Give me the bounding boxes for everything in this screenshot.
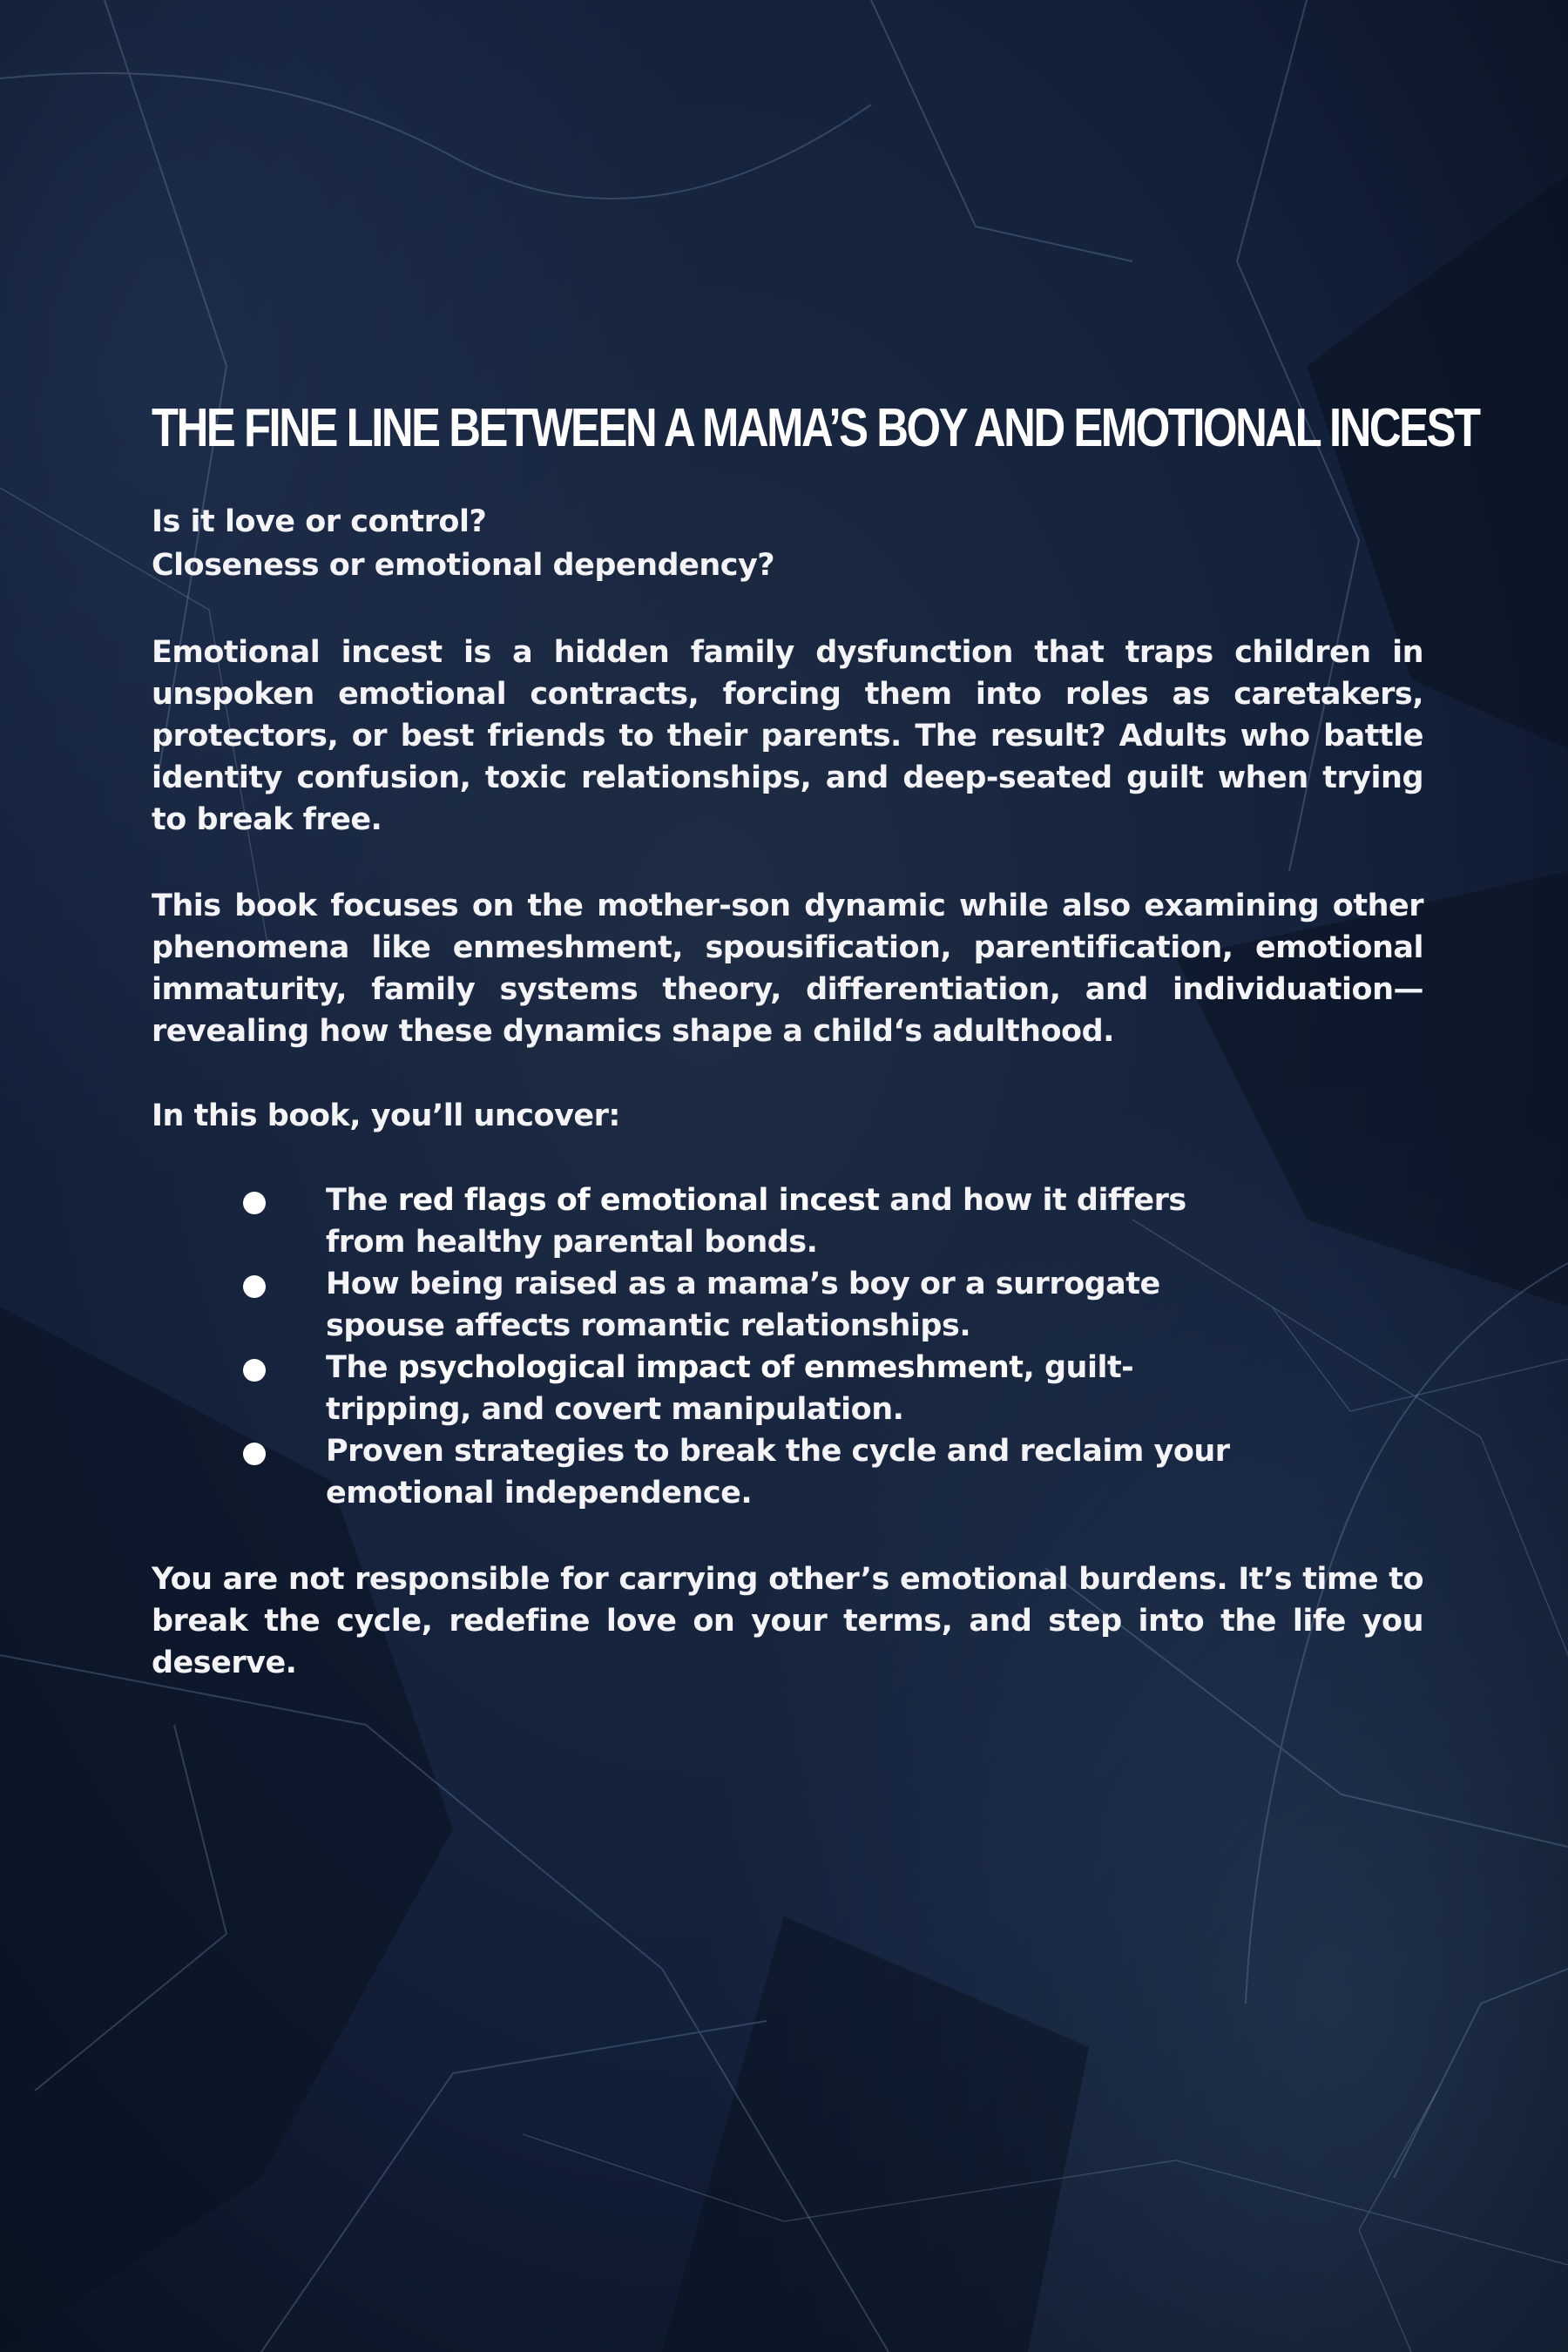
bullet-icon bbox=[243, 1275, 266, 1298]
list-heading: In this book, you’ll uncover: bbox=[152, 1098, 620, 1133]
list-item: Proven strategies to break the cycle and reclaim your emotional independence. bbox=[152, 1430, 1267, 1514]
bullet-icon bbox=[243, 1359, 266, 1382]
list-item: The red flags of emotional incest and how it differs from healthy parental bonds. bbox=[152, 1179, 1267, 1263]
bullet-icon bbox=[243, 1443, 266, 1465]
list-item: How being raised as a mama’s boy or a surrogate spouse affects romantic relationships. bbox=[152, 1263, 1267, 1347]
back-cover-text bbox=[152, 394, 1479, 1684]
closing-paragraph: You are not responsible for carrying other’s emotional burdens. It’s time to break the cycle, redefine love on your terms, and step into the life you deserve. bbox=[152, 1562, 1423, 1680]
description-paragraph-2: This book focuses on the mother-son dynamic while also examining other phenomena like enmeshment, spousification, parentification, emotional immaturity, family systems theory, differentiation, and individuation—revealing how these dynamics shape a child‘s adulthood. bbox=[152, 889, 1423, 1049]
bullet-icon bbox=[243, 1192, 266, 1214]
book-title: THE FINE LINE BETWEEN A MAMA’S BOY AND EMOTIONAL INCEST bbox=[152, 398, 1479, 458]
intro-line-1: Is it love or control? bbox=[152, 504, 487, 539]
emphasis: red flags of emotional incest bbox=[397, 1183, 880, 1218]
list-item: The psychological impact of enmeshment, guilt-tripping, and covert manipulation. bbox=[152, 1347, 1267, 1430]
description-paragraph-1: Emotional incest is a hidden family dysfunction that traps children in unspoken emotional contracts, forcing them into roles as caretakers, protectors, or best friends to their parents. The result? Adults who battle identity confusion, toxic relationships, and deep-seated guilt when trying to break free. bbox=[152, 635, 1423, 837]
emphasis: psychological impact of enmeshment bbox=[397, 1350, 1024, 1385]
intro-line-2: Closeness or emotional dependency? bbox=[152, 548, 775, 583]
uncover-list bbox=[152, 1179, 1423, 1514]
